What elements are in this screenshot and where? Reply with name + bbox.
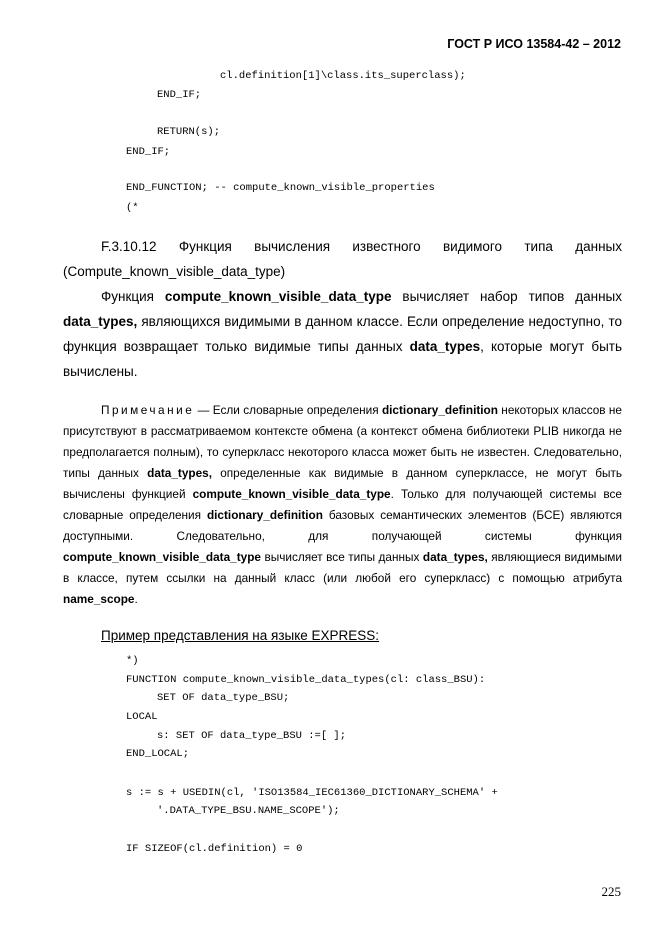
term: data_types, [147, 466, 213, 480]
code-line: SET OF data_type_BSU; [157, 692, 290, 704]
text: базовых семантических элементов (БСЕ) являются доступными. Следовательно, для получающей системы функция [63, 508, 622, 543]
text: вычисляет все типы данных [261, 550, 423, 564]
code-line: *) [126, 655, 139, 667]
function-name: compute_known_visible_data_type [63, 550, 261, 564]
code-line: s: SET OF data_type_BSU :=[ ]; [157, 730, 347, 742]
text: определенные как видимые в данном суперклассе, не могут быть вычислены функцией [63, 466, 622, 501]
section-title: F.3.10.12 Функция вычисления известного видимого типа данных (Compute_known_visible_data_type) [63, 239, 622, 279]
text: являющихся видимыми в данном классе. Если определение недоступно, то функция возвращает только видимые типы данных [63, 314, 622, 354]
code-line: IF SIZEOF(cl.definition) = 0 [126, 843, 303, 855]
code-line: cl.definition[1]\class.its_superclass); [220, 70, 466, 82]
term: data_types [409, 339, 481, 354]
code-line: '.DATA_TYPE_BSU.NAME_SCOPE'); [157, 805, 340, 817]
term: dictionary_definition [206, 508, 323, 522]
text: , которые могут быть вычислены. [63, 339, 622, 379]
term: data_types, [63, 314, 138, 329]
page-number: 225 [601, 884, 621, 899]
function-name: compute_known_visible_data_type [192, 487, 391, 501]
code-line: s := s + USEDIN(cl, 'ISO13584_IEC61360_DICTIONARY_SCHEMA' + [126, 787, 498, 799]
note-paragraph [63, 400, 622, 610]
code-line: END_FUNCTION; -- compute_known_visible_properties [126, 182, 435, 194]
text: некоторых классов не присутствуют в рассматриваемом контексте обмена (а контекст обмена библиотеки PLIB никогда не предполагается полным), то суперкласс некоторого класса может быть не известен. Следовательно, типы данных [63, 403, 622, 480]
text: . Только для получающей системы все словарные определения [63, 487, 622, 522]
code-line: RETURN(s); [157, 126, 221, 138]
term: data_types, [422, 550, 488, 564]
description-paragraph [63, 284, 622, 384]
document-header: ГОСТ Р ИСО 13584-42 – 2012 [447, 37, 621, 51]
text: являющиеся видимыми в классе, путем ссылки на данный класс (или любой его суперкласс) с помощью атрибута [63, 550, 622, 585]
code-line: LOCAL [126, 711, 158, 723]
code-line: END_LOCAL; [126, 748, 190, 760]
note-label: Примечание [101, 403, 195, 417]
code-line: END_IF; [157, 89, 202, 101]
term: dictionary_definition [381, 403, 498, 417]
code-line: (* [126, 202, 139, 214]
function-name: compute_known_visible_data_type [164, 289, 392, 304]
term: name_scope [63, 592, 135, 606]
text: — Если словарные определения [194, 403, 382, 417]
text: Функция [101, 289, 165, 304]
code-line: FUNCTION compute_known_visible_data_types(cl: class_BSU): [126, 674, 486, 686]
example-title: Пример представления на языке EXPRESS: [101, 628, 380, 643]
text: . [134, 592, 138, 606]
text: вычисляет набор типов данных [391, 289, 622, 304]
code-line: END_IF; [126, 146, 171, 158]
